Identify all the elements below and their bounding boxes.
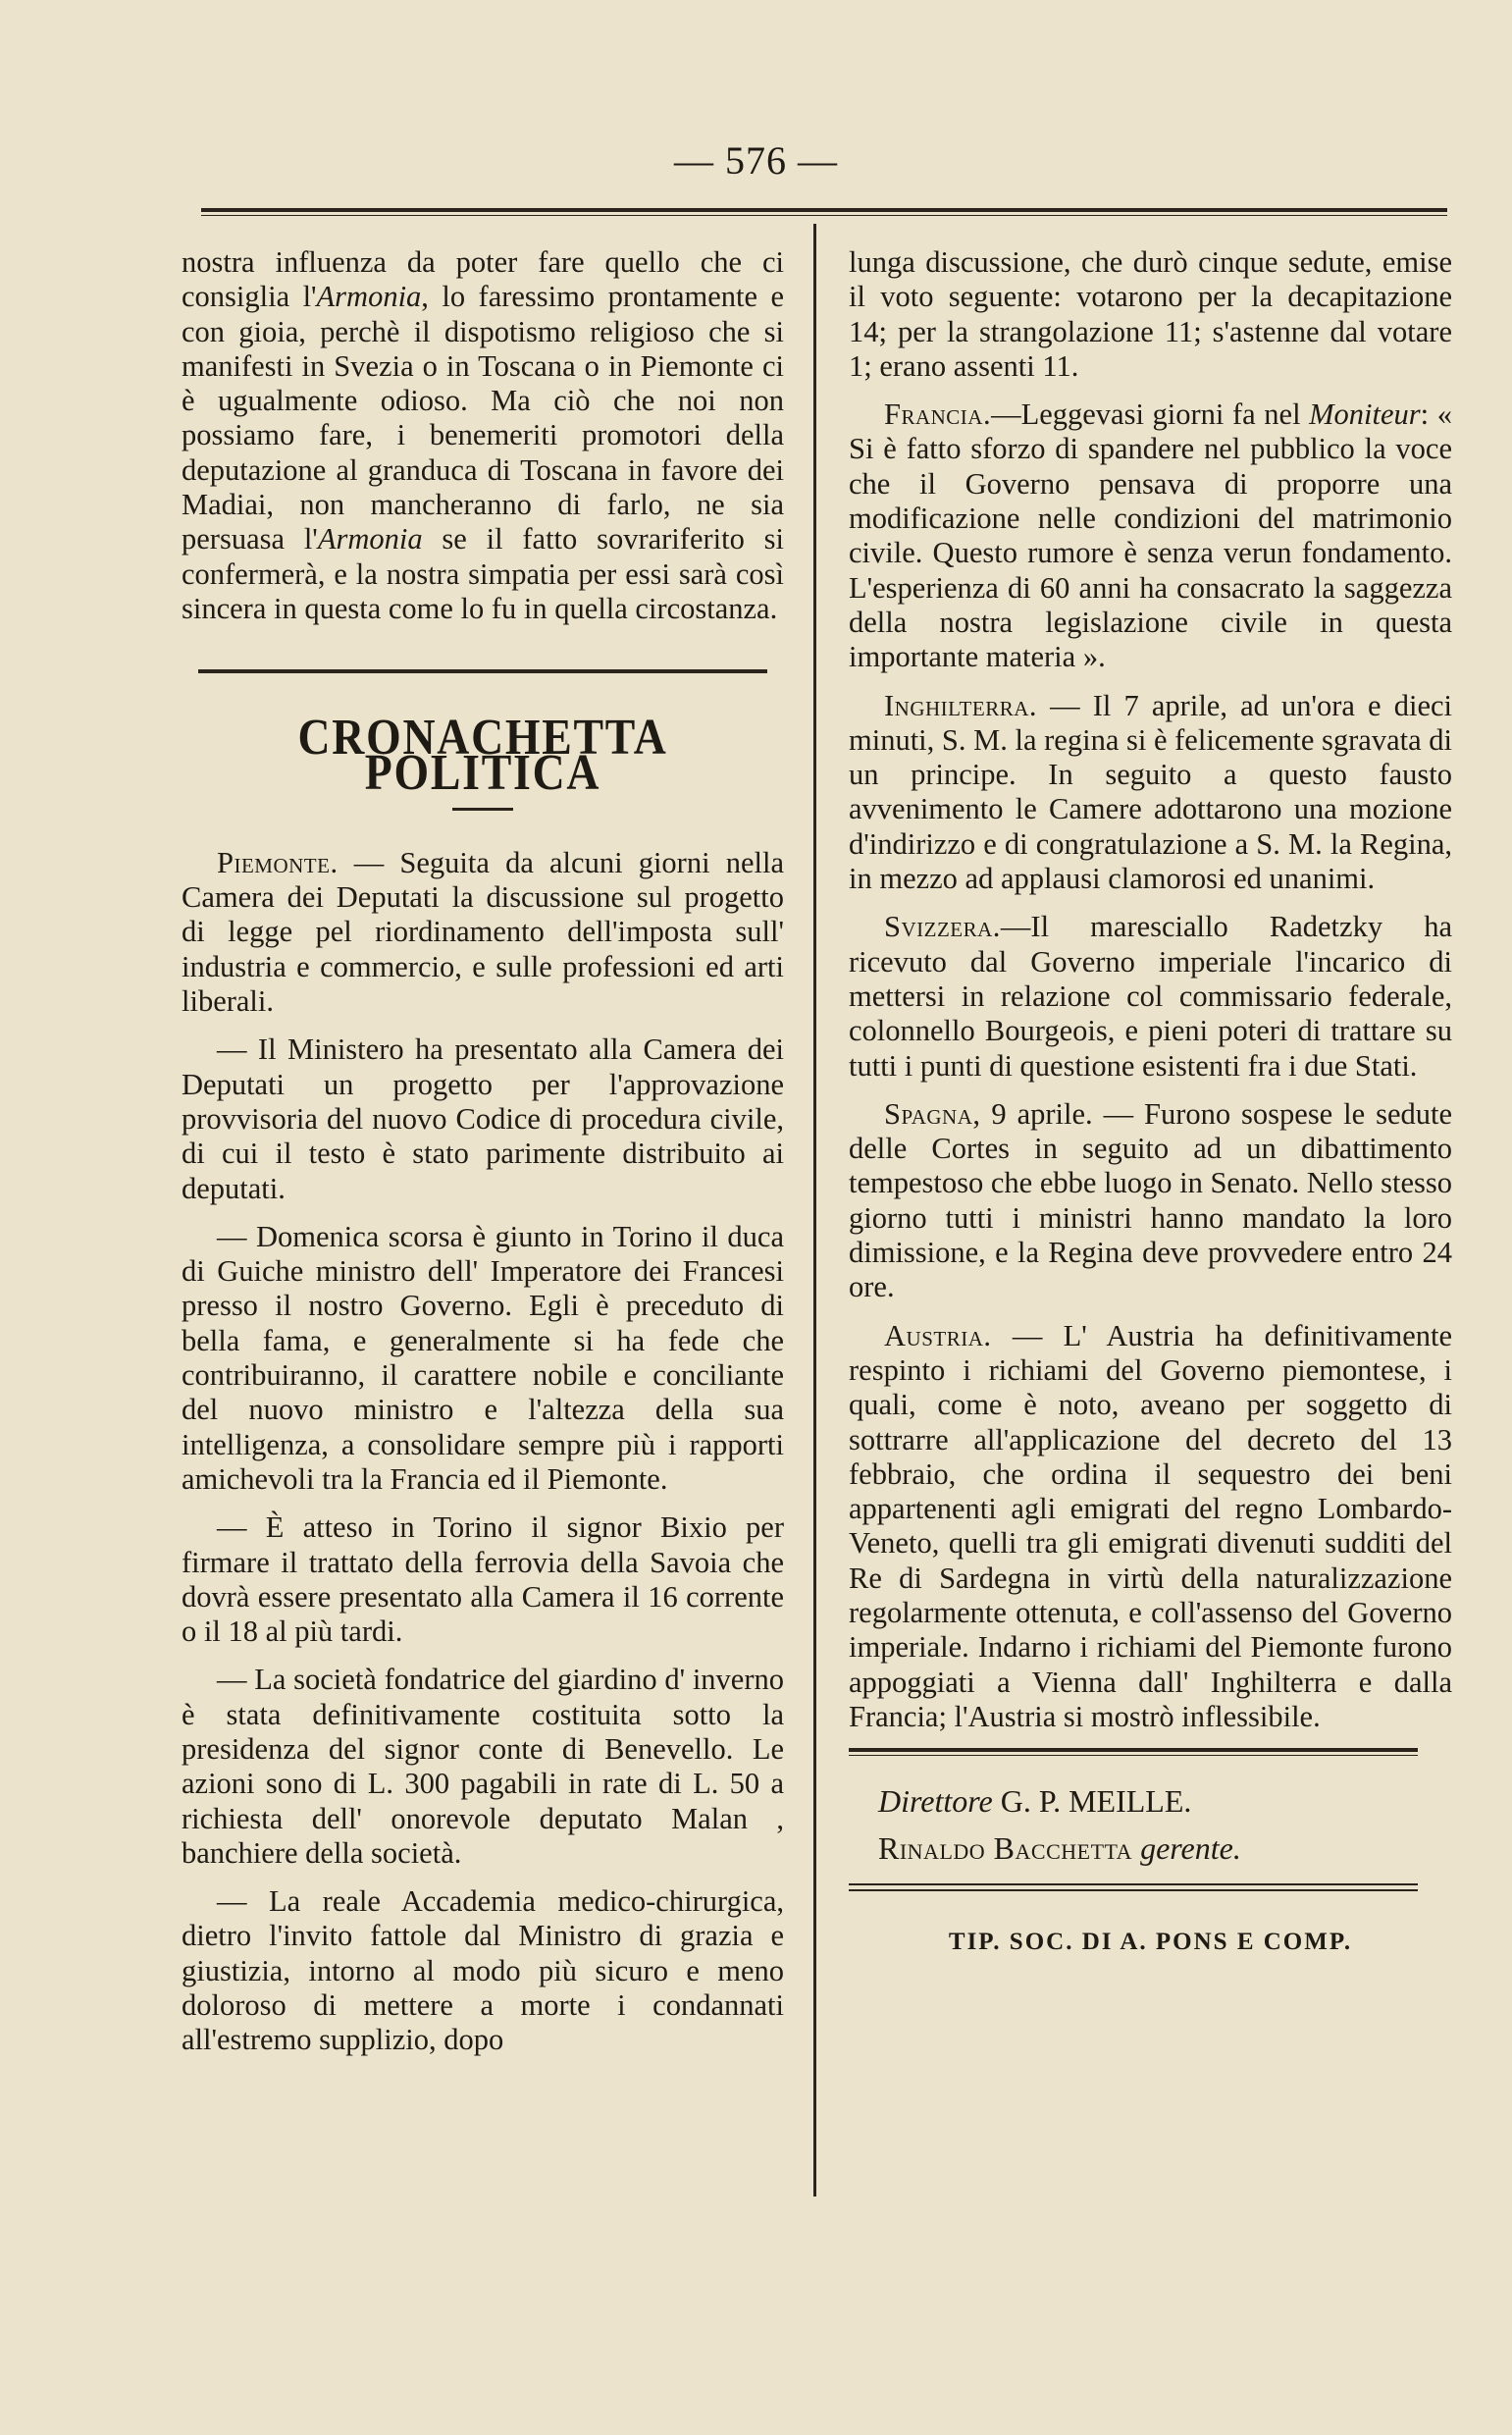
- news-inghilterra: [849, 689, 1452, 897]
- top-rule: [201, 208, 1447, 216]
- news-text-svizzera: —Il maresciallo Radetzky ha ricevuto dal Governo imperiale l'incarico di mettersi in relazione col commissario federale, colonnello Bourgeois, e pieni poteri di trattare su tutti i punti di questione esistenti fra i due Stati.: [849, 910, 1452, 1083]
- news-text-francia-1: —Leggevasi giorni fa nel: [991, 397, 1310, 432]
- armonia-title-2: Armonia: [317, 522, 423, 556]
- news-spagna: [849, 1097, 1452, 1305]
- news-item: — Il Ministero ha presentato alla Camera dei Deputati un progetto per l'approvazione provvisoria del nuovo Codice di procedura civile, di cui il testo è stato parimente distribuito ai deputati.: [182, 1032, 784, 1205]
- news-label-inghilterra: Inghilterra.: [884, 688, 1038, 722]
- news-label-piemonte: Piemonte.: [217, 845, 339, 879]
- news-text-inghilterra: — Il 7 aprile, ad un'ora e dieci minuti, S. M. la regina si è felicemente sgravata di un principe. In seguito a questo fausto avvenimento le Camere adottarono una mozione d'indirizzo e di congratulazione a S. M. la Regina, in mezzo ad applausi clamorosi ed unanimi.: [849, 688, 1452, 896]
- manager-line: [849, 1825, 1452, 1872]
- director-line: [849, 1777, 1452, 1825]
- moniteur-title: Moniteur: [1309, 397, 1421, 432]
- news-text-piemonte: — Seguita da alcuni giorni nella Camera dei Deputati la discussione sul progetto di legge pel riordinamento dell'imposta sull' industria e commercio, e sulle professioni ed arti liberali.: [182, 845, 784, 1019]
- news-item: — La reale Accademia medico-chirurgica, dietro l'invito fattole dal Ministro di grazia e giustizia, intorno al modo più sicuro e meno doloroso di mettere a morte i condannati all'estremo supplizio, dopo: [182, 1884, 784, 2057]
- news-item: — Domenica scorsa è giunto in Torino il duca di Guiche ministro dell' Imperatore dei Francesi presso il nostro Governo. Egli è preceduto di bella fama, e generalmente si ha fede che contribuiranno, il carattere nobile e conciliante del nuovo ministro e l'altezza della sua intelligenza, a consolidare sempre più i rapporti amichevoli tra la Francia ed il Piemonte.: [182, 1219, 784, 1496]
- director-role: Direttore: [878, 1783, 993, 1820]
- news-item: — È atteso in Torino il signor Bixio per firmare il trattato della ferrovia della Savoia che dovrà essere presentato alla Camera il 16 corrente o il 18 al più tardi.: [182, 1510, 784, 1649]
- signature-block: [849, 1777, 1452, 1872]
- news-label-austria: Austria.: [884, 1318, 992, 1352]
- intro-text-1: nostra influenza da poter fare quello che ci consiglia l': [182, 245, 784, 314]
- news-label-spagna: Spagna,: [884, 1096, 981, 1131]
- right-column: [849, 245, 1452, 1959]
- title-underline: [452, 808, 513, 811]
- news-austria: [849, 1319, 1452, 1735]
- news-label-svizzera: Svizzera.: [884, 910, 1001, 944]
- armonia-title-1: Armonia: [316, 280, 422, 314]
- director-name: G. P. MEILLE.: [992, 1783, 1192, 1820]
- news-francia: [849, 397, 1452, 674]
- signature-rule-bottom: [849, 1883, 1418, 1891]
- news-label-francia: Francia.: [884, 397, 992, 432]
- manager-role: gerente.: [1132, 1830, 1241, 1867]
- signature-rule-top: [849, 1748, 1418, 1756]
- news-text-francia-2: : « Si è fatto sforzo di spandere nel pubblico la voce che il Governo pensava di proporre una modificazione nelle condizioni del matrimonio civile. Questo rumore è senza verun fondamento. L'esperienza di 60 anni ha consacrato la saggezza della nostra legislazione civile in questa importante materia ».: [849, 397, 1452, 674]
- page-number: — 576 —: [674, 138, 838, 183]
- news-svizzera: [849, 910, 1452, 1083]
- news-text-spagna: 9 aprile. — Furono sospese le sedute delle Cortes in seguito ad un dibattimento tempestoso che ebbe luogo in Senato. Nello stesso giorno tutti i ministri hanno mandato la loro dimissione, e la Regina deve provvedere entro 24 ore.: [849, 1096, 1452, 1304]
- intro-text-2: , lo faressimo prontamente e con gioia, perchè il dispotismo religioso che si manifesti in Svezia o in Toscana o in Piemonte ci è ugualmente odioso. Ma ciò che noi non possiamo fare, i benemeriti promotori della deputazione al granduca di Toscana in favore dei Madiai, non mancheranno di farlo, ne sia persuasa l': [182, 280, 784, 556]
- printer-line: TIP. SOC. DI A. PONS E COMP.: [948, 1929, 1353, 1956]
- continuation-paragraph: lunga discussione, che durò cinque sedute, emise il voto seguente: votarono per la decapitazione 14; per la strangolazione 11; s'astenne dal votare 1; erano assenti 11.: [849, 245, 1452, 383]
- news-item: — La società fondatrice del giardino d' inverno è stata definitivamente costituita sotto la presidenza del signor conte di Benevello. Le azioni sono di L. 300 pagabili in rate di L. 50 a richiesta dell' onorevole deputato Malan , banchiere della società.: [182, 1663, 784, 1870]
- intro-paragraph: [182, 245, 784, 626]
- intro-text-3: se il fatto sovrariferito si confermerà, e la nostra simpatia per essi sarà così sincera in questa come lo fu in quella circostanza.: [182, 522, 784, 625]
- news-piemonte: [182, 846, 784, 1019]
- section-title: CRONACHETTA POLITICA: [297, 710, 668, 801]
- news-text-austria: — L' Austria ha definitivamente respinto i richiami del Governo piemontese, i quali, come è noto, aveano per soggetto di sottrarre all'applicazione del decreto del 13 febbraio, che ordina il sequestro dei beni appartenenti agli emigrati del regno Lombardo-Veneto, quelli tra gli emigrati divenuti sudditi del Re di Sardegna in virtù della naturalizzazione regolarmente ottenuta, e coll'assenso del Governo imperiale. Indarno i richiami del Piemonte furono appoggiati a Vienna dall' Inghilterra e dalla Francia; l'Austria si mostrò inflessibile.: [849, 1318, 1452, 1733]
- left-column: [182, 245, 784, 2072]
- section-rule: [198, 669, 767, 673]
- manager-name: Rinaldo Bacchetta: [878, 1830, 1133, 1867]
- column-divider: [813, 224, 816, 2197]
